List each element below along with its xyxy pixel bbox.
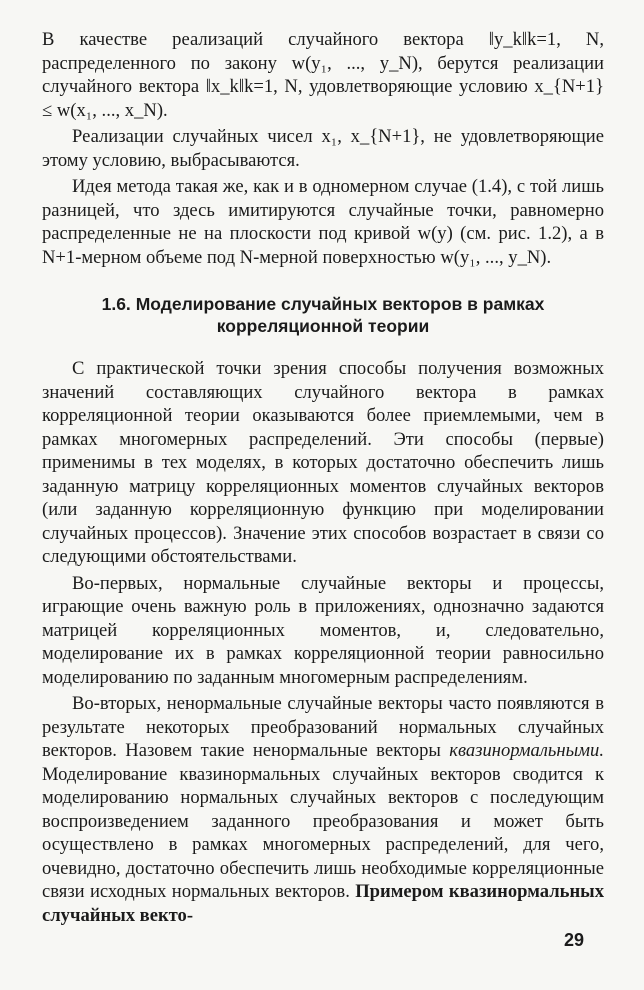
section-title-line2: корреляционной теории [216,316,430,336]
section-heading [42,293,604,337]
section-number: 1.6. [101,294,131,314]
term-quasinormal: квазинормальными. [449,740,604,761]
section-title-line1: Моделирование случайных векторов в рамках [135,294,545,314]
para-practical-view: С практической точки зрения способы получения возможных значений составляющих случайного вектора в рамках корреляционной теории оказываются более приемлемыми, чем в рамках многомерных распределений. Эти способы (первые) применимы в тех моделях, в которых достаточно обеспечить лишь заданную матрицу корреляционных моментов случайных векторов (или заданную корреляционную функцию при моделировании случайных процессов). Значение этих способов возрастает в связи со следующими обстоятельствами. [42,358,604,567]
para-second-reason [42,692,604,927]
para-second-reason-text-cont: Моделирование квазинормальных случайных векторов сводится к моделированию нормальных случайных векторов с последующим воспроизведением заданного преобразования и может быть осуществлено в рамках многомерных распределений, для чего, очевидно, достаточно обеспечить лишь необходимые корреляционные связи исходных нормальных векторов. [42,763,604,902]
para-second-reason-text: Во-вторых, ненормальные случайные векторы часто появляются в результате некоторых преобразований нормальных случайных векторов. Назовем такие ненормальные векторы [42,693,604,761]
page-number: 29 [563,930,584,950]
para-first-reason: Во-первых, нормальные случайные векторы и процессы, играющие очень важную роль в приложениях, однозначно задаются матрицей корреляционных моментов, и, следовательно, моделирование их в рамках корреляционной теории равносильно моделированию по заданным многомерным распределениям. [42,572,604,688]
para-rejected-realizations: Реализации случайных чисел x₁, x_{N+1}, не удовлетворяющие этому условию, выбрасываются. [42,126,604,171]
para-realization-vectors: В качестве реализаций случайного вектора ‖y_k‖k=1, N, распределенного по закону w(y₁, ..., y_N), берутся реализации случайного вектора ‖x_k‖k=1, N, удовлетворяющие условию x_{N+1} ≤ w(x₁, ..., x_N). [42,29,604,121]
para-second-reason-bold-tail: Примером квазинормальных случайных векто- [42,881,604,926]
section-heading-line1 [42,293,604,315]
para-method-idea: Идея метода такая же, как и в одномерном случае (1.4), с той лишь разницей, что здесь имитируются случайные точки, равномерно распределенные не на плоскости под кривой w(y) (см. рис. 1.2), а в N+1-мерном объеме под N-мерной поверхностью w(y₁, ..., y_N). [42,176,604,268]
